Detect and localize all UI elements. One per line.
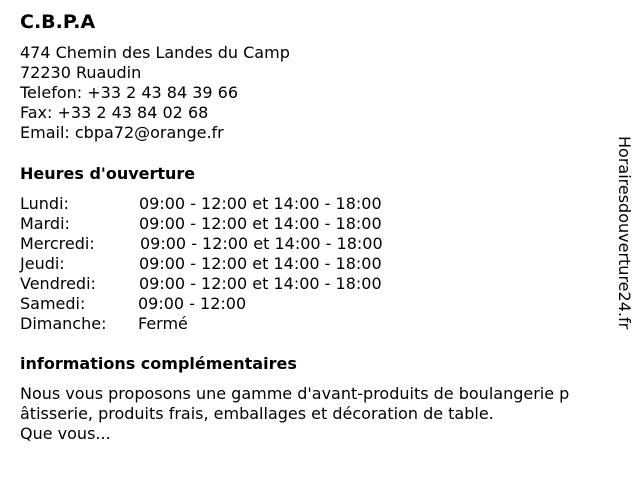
address-city: 72230 Ruaudin (20, 63, 142, 82)
opening-hours-heading: Heures d'ouverture (20, 164, 196, 183)
day-label: Mercredi: (20, 234, 95, 253)
day-label: Dimanche: (20, 314, 107, 333)
description-line: âtisserie, produits frais, emballages et décoration de table. (20, 404, 494, 423)
contact-block (20, 43, 290, 143)
time-value: 09:00 - 12:00 et 14:00 - 18:00 (139, 254, 382, 273)
time-value: 09:00 - 12:00 et 14:00 - 18:00 (139, 214, 382, 233)
fax-number: Fax: +33 2 43 84 02 68 (20, 103, 209, 122)
email-address: Email: cbpa72@orange.fr (20, 123, 224, 142)
day-label: Samedi: (20, 294, 86, 313)
description-line: Nous vous proposons une gamme d'avant-produits de boulangerie p (20, 384, 570, 403)
time-value: 09:00 - 12:00 et 14:00 - 18:00 (140, 234, 383, 253)
description-line: Que vous... (20, 424, 111, 443)
time-value: 09:00 - 12:00 et 14:00 - 18:00 (139, 274, 382, 293)
day-label: Mardi: (20, 214, 70, 233)
time-value: 09:00 - 12:00 et 14:00 - 18:00 (139, 194, 382, 213)
business-name: C.B.P.A (20, 11, 96, 33)
phone-number: Telefon: +33 2 43 84 39 66 (20, 83, 239, 102)
day-label: Jeudi: (20, 254, 65, 273)
day-label: Lundi: (20, 194, 69, 213)
address-street: 474 Chemin des Landes du Camp (20, 43, 290, 62)
time-value: Fermé (138, 314, 188, 333)
site-watermark: Horairesdouverture24.fr (615, 136, 634, 330)
additional-info-heading: informations complémentaires (20, 354, 297, 373)
business-description (20, 384, 620, 444)
time-value: 09:00 - 12:00 (138, 294, 247, 313)
day-label: Vendredi: (20, 274, 96, 293)
